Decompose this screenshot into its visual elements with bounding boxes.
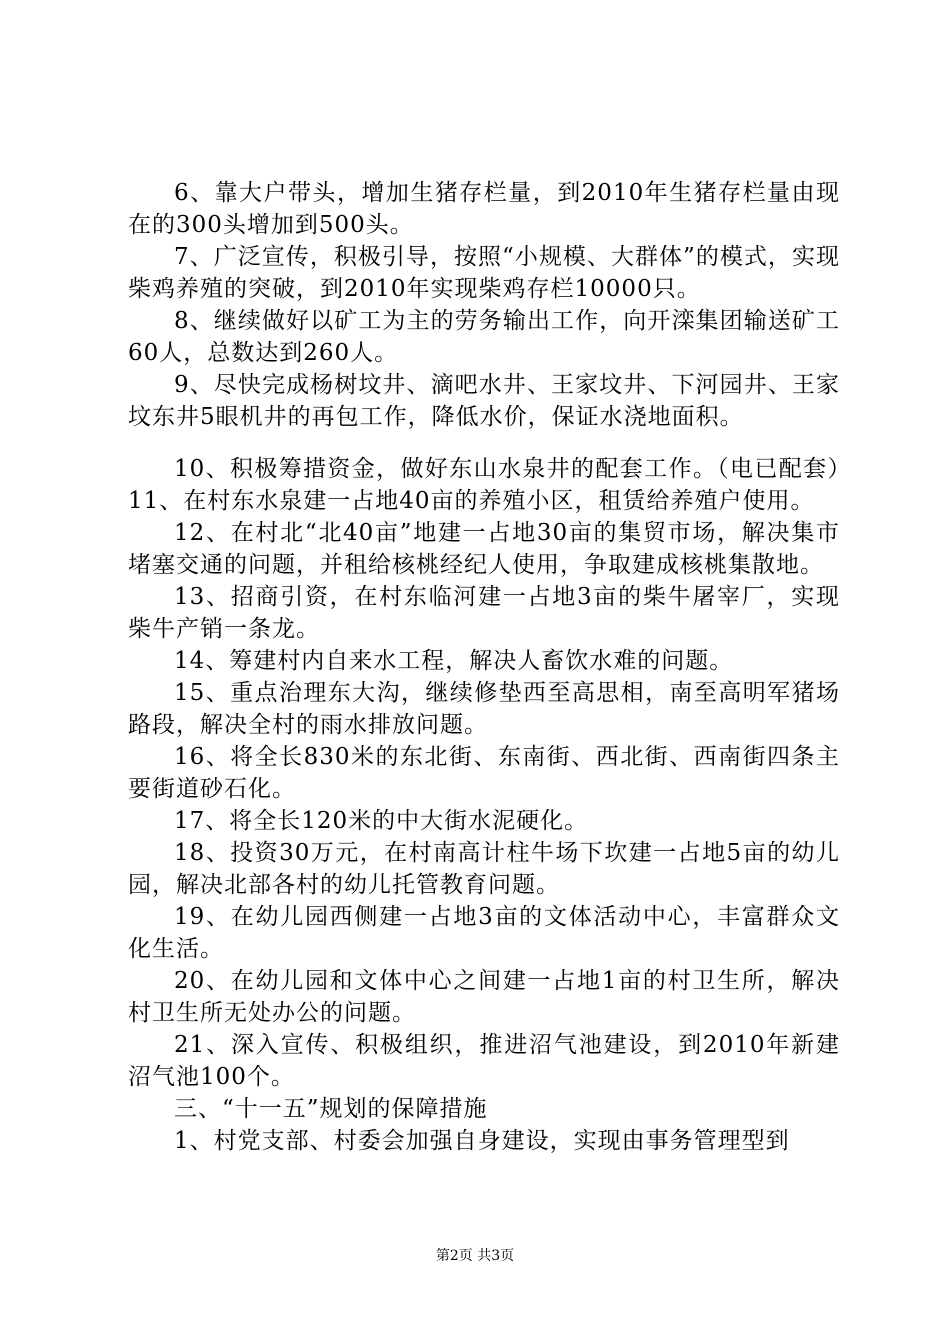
paragraph-16: 16、将全长830米的东北街、东南街、西北街、西南街四条主要街道砂石化。 xyxy=(128,744,840,802)
paragraph-10-11: 10、积极筹措资金，做好东山水泉井的配套工作。（电已配套）11、在村东水泉建一占地40亩的养殖小区，租赁给养殖户使用。 xyxy=(128,456,840,514)
paragraph-measure-1: 1、村党支部、村委会加强自身建设，实现由事务管理型到 xyxy=(174,1128,790,1154)
paragraph-13: 13、招商引资，在村东临河建一占地3亩的柴牛屠宰厂，实现柴牛产销一条龙。 xyxy=(128,584,840,642)
paragraph-20: 20、在幼儿园和文体中心之间建一占地1亩的村卫生所，解决村卫生所无处办公的问题。 xyxy=(128,968,840,1026)
paragraph-6: 6、靠大户带头，增加生猪存栏量，到2010年生猪存栏量由现在的300头增加到500头。 xyxy=(128,180,840,238)
paragraph-21: 21、深入宣传、积极组织，推进沼气池建设，到2010年新建沼气池100个。 xyxy=(128,1032,840,1090)
document-body xyxy=(128,177,840,1157)
paragraph-19: 19、在幼儿园西侧建一占地3亩的文体活动中心，丰富群众文化生活。 xyxy=(128,904,840,962)
paragraph-12: 12、在村北“北40亩”地建一占地30亩的集贸市场，解决集市堵塞交通的问题，并租给核桃经纪人使用，争取建成核桃集散地。 xyxy=(128,520,840,578)
page-footer: 第2页 共3页 xyxy=(435,1248,515,1264)
paragraph-18: 18、投资30万元，在村南高计柱牛场下坎建一占地5亩的幼儿园，解决北部各村的幼儿托管教育问题。 xyxy=(128,840,840,898)
section-heading: 三、“十一五”规划的保障措施 xyxy=(174,1096,488,1122)
paragraph-7: 7、广泛宣传，积极引导，按照“小规模、大群体”的模式，实现柴鸡养殖的突破，到2010年实现柴鸡存栏10000只。 xyxy=(128,244,840,302)
paragraph-9: 9、尽快完成杨树坟井、滴吧水井、王家坟井、下河园井、王家坟东井5眼机井的再包工作，降低水价，保证水浇地面积。 xyxy=(128,372,840,430)
paragraph-8: 8、继续做好以矿工为主的劳务输出工作，向开滦集团输送矿工60人，总数达到260人。 xyxy=(128,308,840,366)
paragraph-17: 17、将全长120米的中大街水泥硬化。 xyxy=(174,808,589,834)
paragraph-15: 15、重点治理东大沟，继续修垫西至高思相，南至高明军猪场路段，解决全村的雨水排放问题。 xyxy=(128,680,840,738)
paragraph-14: 14、筹建村内自来水工程，解决人畜饮水难的问题。 xyxy=(174,648,734,674)
